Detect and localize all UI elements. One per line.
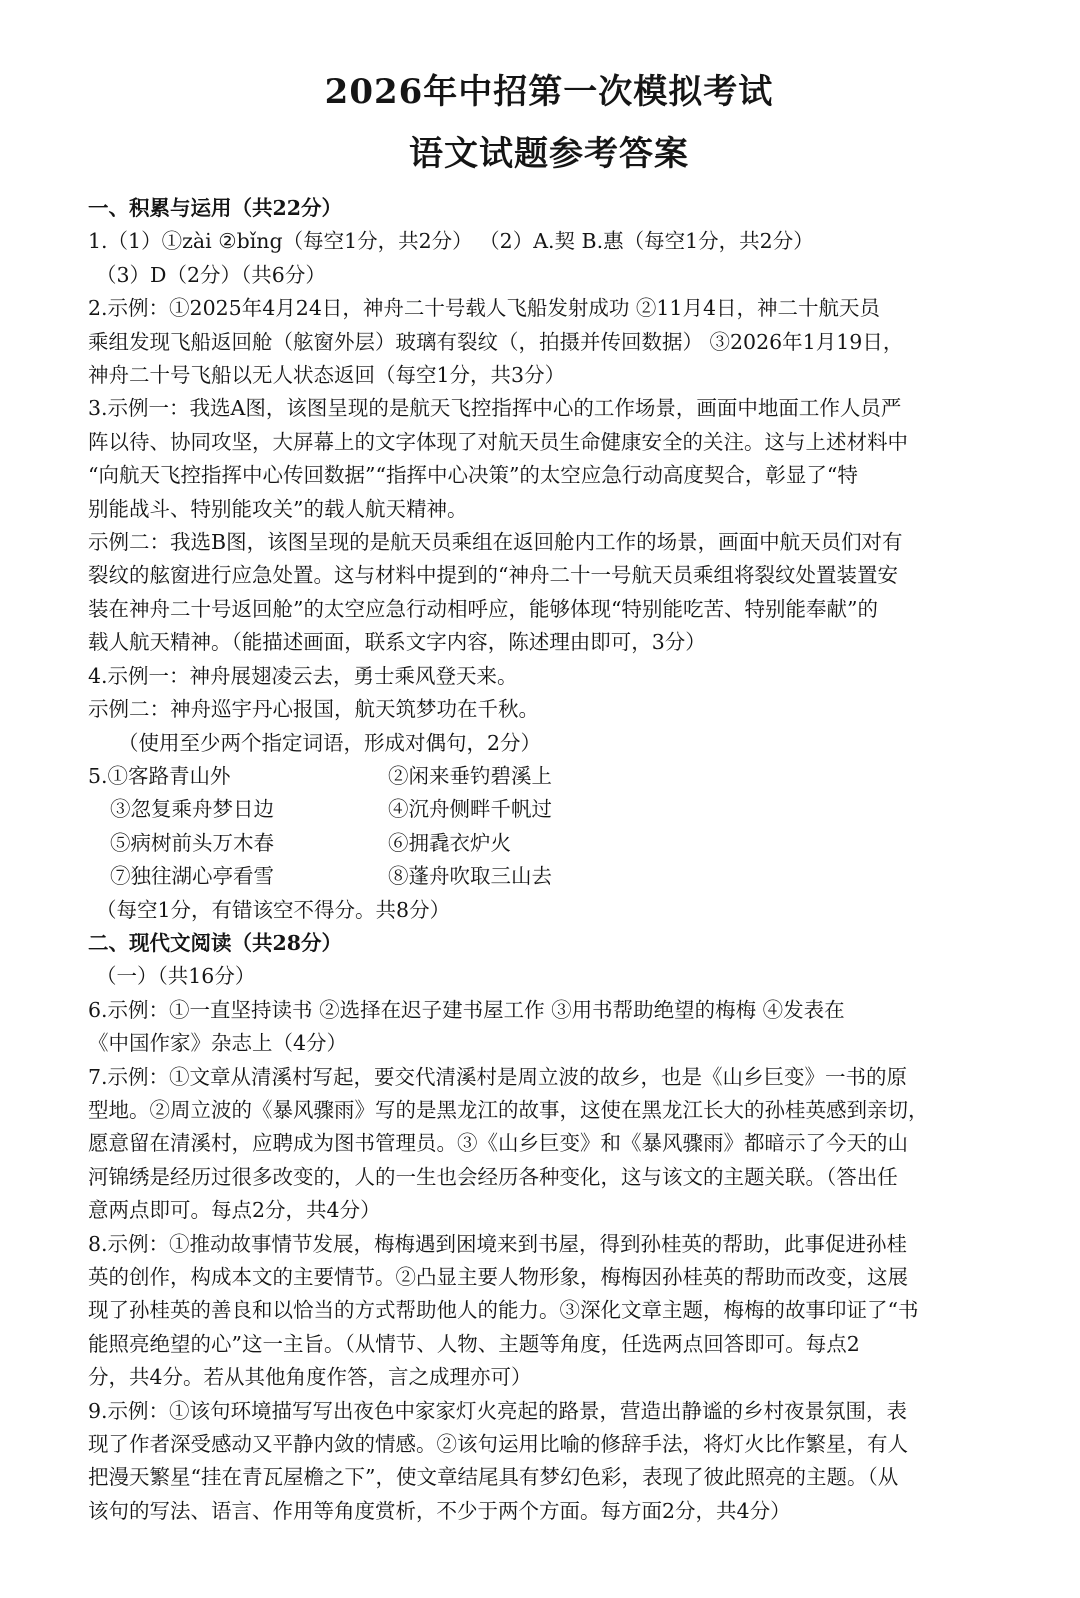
answer-line: 英的创作，构成本文的主要情节。②凸显主要人物形象，梅梅因孙桂英的帮助而改变，这展 [88,1265,908,1289]
answer-line: 乘组发现飞船返回舱（舷窗外层）玻璃有裂纹（，拍摄并传回数据） ③2026年1月19日， [88,329,904,354]
section-heading: 一、积累与运用（共22分） [88,196,343,220]
answer-line: 9.示例：①该句环境描写写出夜色中家家灯火亮起的路景，营造出静谧的乡村夜景氛围，表 [88,1398,908,1423]
answer-line: 示例二：神舟巡宇丹心报国，航天筑梦功在千秋。 [88,697,539,722]
poem-answer: ②闲来垂钓碧溪上 [388,763,552,788]
section-heading: 二、现代文阅读（共28分） [88,930,343,955]
answer-line: 愿意留在清溪村，应聘成为图书管理员。③《山乡巨变》和《暴风骤雨》都暗示了今天的山 [88,1131,908,1156]
poem-answer: 5.①客路青山外 [88,763,231,788]
answer-line: 3.示例一：我选A图，该图呈现的是航天飞控指挥中心的工作场景，画面中地面工作人员严 [88,396,902,421]
poem-answer-row [88,793,1010,826]
answer-line: 6.示例：①一直坚持读书 ②选择在迟子建书屋工作 ③用书帮助绝望的梅梅 ④发表在 [88,997,845,1022]
poem-answer: ③忽复乘舟梦日边 [110,797,274,822]
answer-line: 意两点即可。每点2分，共4分） [88,1198,381,1223]
answer-line: “向航天飞控指挥中心传回数据”“指挥中心决策”的太空应急行动高度契合，彰显了“特 [88,463,858,488]
answer-line: 1.（1）①zài ②bǐng（每空1分，共2分） （2）A.契 B.惠（每空1分，共2分） [88,229,814,254]
answer-line: 阵以待、协同攻坚，大屏幕上的文字体现了对航天员生命健康安全的关注。这与上述材料中 [88,429,908,454]
poem-answer-row [88,760,1010,793]
answer-line: 型地。②周立波的《暴风骤雨》写的是黑龙江的故事，这使在黑龙江长大的孙桂英感到亲切， [88,1097,929,1122]
poem-answer: ⑥拥毳衣炉火 [388,830,511,855]
subsection-heading: （一）（共16分） [96,964,256,989]
answer-line: 示例二：我选B图，该图呈现的是航天员乘组在返回舱内工作的场景，画面中航天员们对有 [88,530,903,555]
answer-line: （每空1分，有错该空不得分。共8分） [96,897,451,922]
poem-answer: ⑤病树前头万木春 [110,830,274,855]
exam-title: 2026年中招第一次模拟考试 [324,72,774,112]
answer-line: （3）D（2分）（共6分） [96,262,326,287]
poem-answer: ④沉舟侧畔千帆过 [388,797,552,822]
answer-line: 8.示例：①推动故事情节发展，梅梅遇到困境来到书屋，得到孙桂英的帮助，此事促进孙桂 [88,1231,908,1256]
poem-answer-row [88,860,1010,893]
answer-line: 该句的写法、语言、作用等角度赏析，不少于两个方面。每方面2分，共4分） [88,1498,791,1523]
poem-answer: ⑦独往湖心亭看雪 [110,864,274,889]
poem-answer: ⑧蓬舟吹取三山去 [388,864,552,889]
answer-line: 分，共4分。若从其他角度作答，言之成理亦可） [88,1365,532,1390]
answer-line: 裂纹的舷窗进行应急处置。这与材料中提到的“神舟二十一号航天员乘组将裂纹处置装置安 [88,563,898,588]
answer-line: 装在神舟二十号返回舱”的太空应急行动相呼应，能够体现“特别能吃苦、特别能奉献”的 [88,596,878,621]
answer-line: 《中国作家》杂志上（4分） [88,1031,348,1056]
answer-body [88,192,1010,1528]
answer-line: 现了作者深受感动又平静内敛的情感。②该句运用比喻的修辞手法，将灯火比作繁星，有人 [88,1432,908,1457]
answer-line: （使用至少两个指定词语，形成对偶句，2分） [118,730,542,755]
answer-line: 现了孙桂英的善良和以恰当的方式帮助他人的能力。③深化文章主题，梅梅的故事印证了“书 [88,1298,919,1323]
poem-answer-row [88,827,1010,860]
answer-line: 能照亮绝望的心”这一主旨。（从情节、人物、主题等角度，任选两点回答即可。每点2 [88,1331,860,1356]
answer-line: 把漫天繁星“挂在青瓦屋檐之下”，使文章结尾具有梦幻色彩，表现了彼此照亮的主题。（从 [88,1465,899,1490]
answer-line: 河锦绣是经历过很多改变的，人的一生也会经历各种变化，这与该文的主题关联。（答出任 [88,1164,898,1189]
answer-line: 4.示例一：神舟展翅凌云去，勇士乘风登天来。 [88,663,518,688]
answer-key-title: 语文试题参考答案 [409,134,689,174]
answer-line: 2.示例：①2025年4月24日，神舟二十号载人飞船发射成功 ②11月4日，神二十航天员 [88,296,881,321]
answer-line: 7.示例：①文章从清溪村写起，要交代清溪村是周立波的故乡，也是《山乡巨变》一书的原 [88,1064,908,1089]
answer-line: 神舟二十号飞船以无人状态返回（每空1分，共3分） [88,363,566,388]
answer-line: 载人航天精神。（能描述画面，联系文字内容，陈述理由即可，3分） [88,630,706,655]
answer-line: 别能战斗、特别能攻关”的载人航天精神。 [88,496,468,521]
